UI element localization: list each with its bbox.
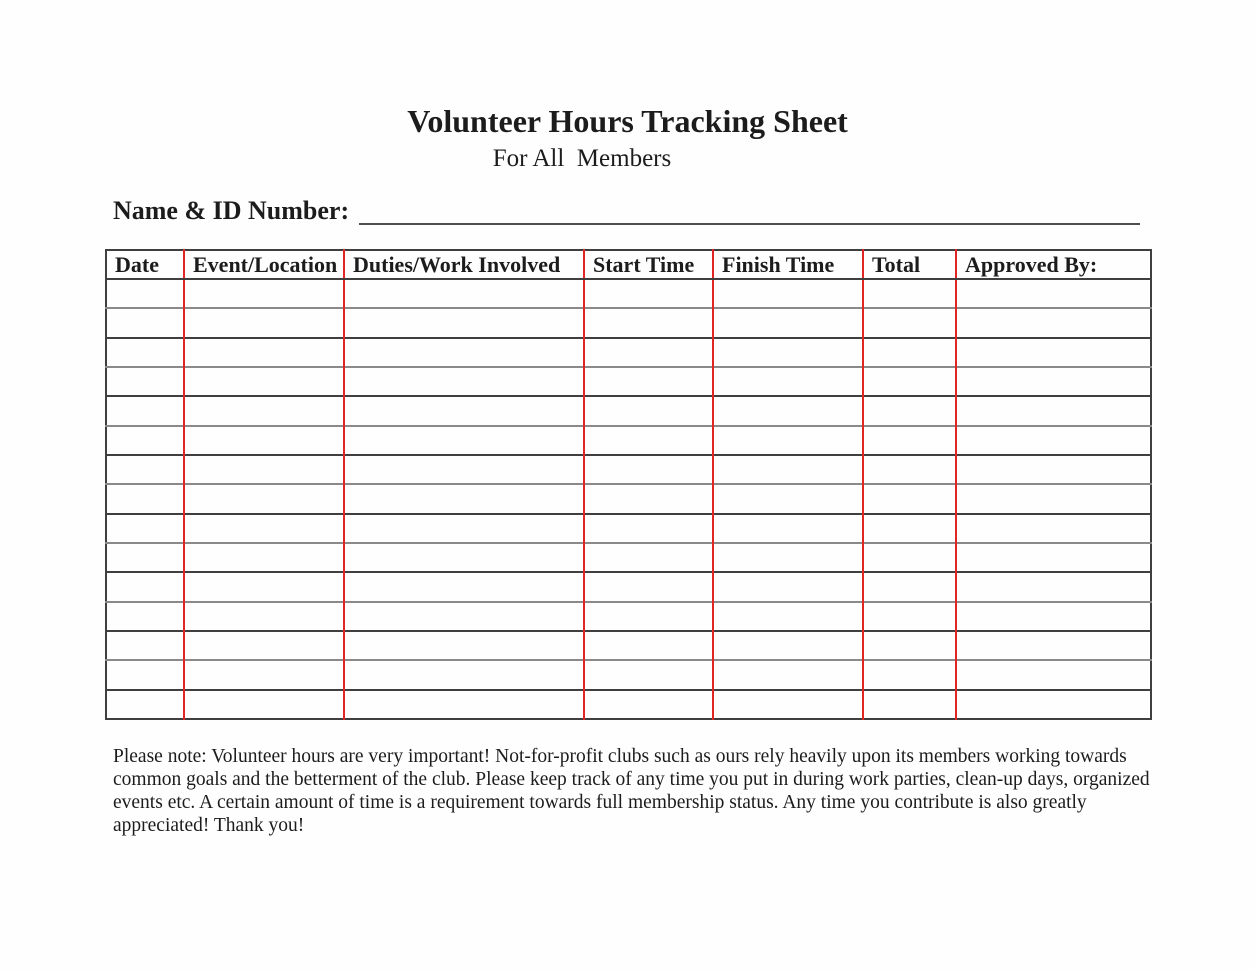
empty-cell: [584, 455, 713, 484]
empty-cell: [956, 455, 1151, 484]
empty-cell: [584, 690, 713, 719]
empty-cell: [956, 514, 1151, 543]
empty-cell: [184, 308, 344, 337]
empty-cell: [184, 690, 344, 719]
empty-cell: [713, 660, 863, 689]
empty-cell: [713, 308, 863, 337]
empty-cell: [344, 631, 584, 660]
empty-cell: [184, 396, 344, 425]
empty-cell: [713, 396, 863, 425]
table-row: [106, 660, 1151, 689]
empty-cell: [863, 690, 956, 719]
empty-cell: [713, 543, 863, 572]
empty-cell: [344, 308, 584, 337]
empty-cell: [584, 279, 713, 308]
empty-cell: [106, 279, 184, 308]
table-row: [106, 514, 1151, 543]
empty-cell: [863, 426, 956, 455]
empty-cell: [584, 308, 713, 337]
empty-cell: [184, 602, 344, 631]
table-row: [106, 367, 1151, 396]
table-row: [106, 631, 1151, 660]
empty-cell: [863, 631, 956, 660]
empty-cell: [344, 572, 584, 601]
empty-cell: [584, 426, 713, 455]
name-id-blank-line: [359, 196, 1140, 225]
column-header-date: Date: [106, 250, 184, 279]
empty-cell: [106, 514, 184, 543]
empty-cell: [863, 455, 956, 484]
empty-cell: [106, 602, 184, 631]
empty-cell: [863, 367, 956, 396]
empty-cell: [106, 308, 184, 337]
empty-cell: [184, 338, 344, 367]
empty-cell: [956, 660, 1151, 689]
empty-cell: [956, 367, 1151, 396]
footer-note: [113, 745, 1150, 837]
empty-cell: [584, 396, 713, 425]
empty-cell: [584, 660, 713, 689]
footer-note-line-3: events etc. A certain amount of time is a requirement towards full membership status. Any time you contribute is also greatly: [113, 792, 1087, 813]
empty-cell: [956, 690, 1151, 719]
empty-cell: [863, 338, 956, 367]
empty-cell: [106, 396, 184, 425]
table-row: [106, 426, 1151, 455]
empty-cell: [863, 279, 956, 308]
empty-cell: [584, 367, 713, 396]
empty-cell: [863, 308, 956, 337]
empty-cell: [106, 367, 184, 396]
empty-cell: [956, 338, 1151, 367]
empty-cell: [863, 396, 956, 425]
table-row: [106, 338, 1151, 367]
empty-cell: [184, 279, 344, 308]
empty-cell: [184, 543, 344, 572]
empty-cell: [956, 484, 1151, 513]
empty-cell: [713, 690, 863, 719]
footer-note-line-4: appreciated! Thank you!: [113, 815, 305, 836]
empty-cell: [184, 514, 344, 543]
empty-cell: [713, 514, 863, 543]
empty-cell: [184, 484, 344, 513]
empty-cell: [344, 455, 584, 484]
name-id-label: Name & ID Number:: [113, 196, 350, 225]
empty-cell: [863, 484, 956, 513]
empty-cell: [713, 631, 863, 660]
table-row: [106, 690, 1151, 719]
empty-cell: [584, 514, 713, 543]
empty-cell: [713, 338, 863, 367]
footer-note-line-2: common goals and the betterment of the club. Please keep track of any time you put in during work parties, clean-up days, organized: [113, 769, 1150, 790]
empty-cell: [344, 484, 584, 513]
empty-cell: [863, 543, 956, 572]
column-header-total: Total: [863, 250, 956, 279]
empty-cell: [184, 660, 344, 689]
empty-cell: [106, 338, 184, 367]
empty-cell: [106, 690, 184, 719]
empty-cell: [184, 572, 344, 601]
empty-cell: [344, 338, 584, 367]
empty-cell: [344, 367, 584, 396]
empty-cell: [713, 367, 863, 396]
table-row: [106, 543, 1151, 572]
table-row: [106, 308, 1151, 337]
empty-cell: [584, 631, 713, 660]
empty-cell: [344, 514, 584, 543]
empty-cell: [713, 602, 863, 631]
column-header-approved-by: Approved By:: [956, 250, 1151, 279]
empty-cell: [344, 279, 584, 308]
column-header-event-location: Event/Location: [184, 250, 344, 279]
empty-cell: [344, 543, 584, 572]
empty-cell: [863, 660, 956, 689]
empty-cell: [956, 602, 1151, 631]
table-row: [106, 396, 1151, 425]
footer-note-line-1: Please note: Volunteer hours are very important! Not-for-profit clubs such as ours rely heavily upon its members working towards: [113, 746, 1127, 767]
empty-cell: [106, 455, 184, 484]
empty-cell: [956, 308, 1151, 337]
empty-cell: [713, 279, 863, 308]
empty-cell: [713, 572, 863, 601]
table-header-row: [106, 250, 1151, 279]
table-row: [106, 602, 1151, 631]
table-row: [106, 455, 1151, 484]
name-id-field-row: [113, 196, 1140, 225]
empty-cell: [713, 426, 863, 455]
empty-cell: [584, 572, 713, 601]
empty-cell: [863, 602, 956, 631]
empty-cell: [956, 543, 1151, 572]
empty-cell: [344, 396, 584, 425]
empty-cell: [713, 484, 863, 513]
empty-cell: [584, 543, 713, 572]
empty-cell: [863, 514, 956, 543]
empty-cell: [184, 426, 344, 455]
empty-cell: [956, 279, 1151, 308]
empty-cell: [184, 367, 344, 396]
empty-cell: [584, 602, 713, 631]
empty-cell: [106, 572, 184, 601]
empty-cell: [584, 338, 713, 367]
empty-cell: [344, 660, 584, 689]
table-row: [106, 484, 1151, 513]
column-header-finish-time: Finish Time: [713, 250, 863, 279]
empty-cell: [106, 631, 184, 660]
empty-cell: [106, 426, 184, 455]
empty-cell: [956, 572, 1151, 601]
empty-cell: [106, 484, 184, 513]
empty-cell: [956, 426, 1151, 455]
empty-cell: [184, 455, 344, 484]
column-header-start-time: Start Time: [584, 250, 713, 279]
volunteer-hours-table: [105, 249, 1152, 720]
table-row: [106, 572, 1151, 601]
empty-cell: [106, 543, 184, 572]
document-subtitle: For All Members: [492, 145, 672, 172]
empty-cell: [956, 631, 1151, 660]
document-title: Volunteer Hours Tracking Sheet: [407, 103, 848, 139]
empty-cell: [863, 572, 956, 601]
empty-cell: [584, 484, 713, 513]
empty-cell: [344, 426, 584, 455]
empty-cell: [344, 602, 584, 631]
table-row: [106, 279, 1151, 308]
empty-cell: [344, 690, 584, 719]
empty-cell: [106, 660, 184, 689]
empty-cell: [713, 455, 863, 484]
empty-cell: [956, 396, 1151, 425]
column-header-duties-work-involved: Duties/Work Involved: [344, 250, 584, 279]
empty-cell: [184, 631, 344, 660]
